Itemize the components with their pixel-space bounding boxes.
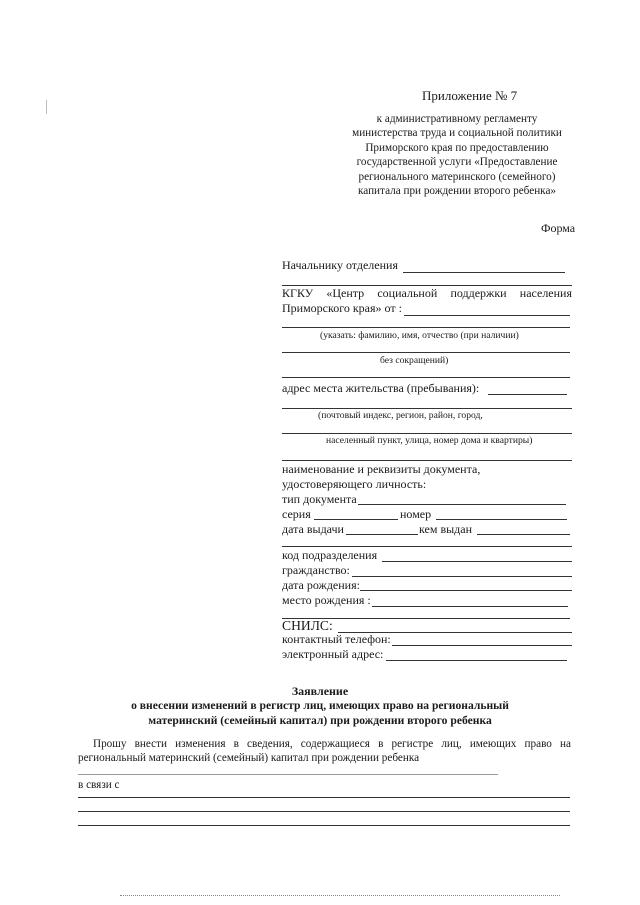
doc-type-label: тип документа	[282, 492, 357, 506]
citizenship-field[interactable]	[352, 576, 572, 577]
division-code-label: код подразделения	[282, 548, 378, 562]
regulation-reference	[328, 112, 586, 198]
birth-place-label: место рождения :	[282, 593, 371, 607]
kgku-text: КГКУ «Центр социальной поддержки населения Приморского края» от :	[282, 286, 572, 315]
scan-speck	[46, 100, 47, 114]
division-code-field[interactable]	[382, 561, 572, 562]
regulation-line: государственной услуги «Предоставление	[356, 156, 558, 169]
email-label: электронный адрес:	[282, 647, 384, 661]
series-label: серия	[282, 507, 311, 521]
regulation-line: к административному регламенту	[376, 113, 538, 125]
applicant-name-line-2[interactable]	[282, 327, 570, 328]
address-label: адрес места жительства (пребывания):	[282, 381, 480, 395]
hint-fio: (указать: фамилию, имя, отчество (при наличии)	[320, 330, 519, 341]
series-field[interactable]	[314, 519, 398, 520]
identity-doc-label-2: удостоверяющего личность:	[282, 477, 427, 491]
issue-date-field[interactable]	[346, 534, 418, 535]
identity-doc-label: наименование и реквизиты документа,	[282, 462, 481, 476]
hint-address: (почтовый индекс, регион, район, город,	[318, 410, 483, 421]
issued-by-label: кем выдан	[419, 522, 473, 536]
number-field[interactable]	[436, 519, 567, 520]
issued-by-field[interactable]	[477, 534, 570, 535]
appendix-number: Приложение № 7	[422, 88, 518, 103]
reason-line-1[interactable]	[78, 797, 570, 798]
doc-type-field[interactable]	[358, 504, 566, 505]
applicant-name-line-4[interactable]	[282, 377, 570, 378]
birth-date-field[interactable]	[360, 590, 572, 591]
application-body: Прошу внести изменения в сведения, содержащиеся в регистре лиц, имеющих право на региональный материнский (семейный) капитал при рождении ребенка	[78, 738, 571, 764]
reason-label: в связи с	[78, 779, 120, 791]
phone-label: контактный телефон:	[282, 632, 391, 646]
department-field-line[interactable]	[403, 272, 565, 273]
reason-line-2[interactable]	[78, 811, 570, 812]
application-title: Заявление	[291, 684, 349, 698]
regulation-line: Приморского края по предоставлению	[365, 141, 549, 154]
address-field-line-3[interactable]	[282, 433, 572, 434]
phone-field[interactable]	[392, 645, 572, 646]
addressee-label: Начальнику отделения	[282, 258, 398, 272]
scan-edge-artifact	[120, 895, 560, 896]
snils-label: СНИЛС:	[282, 618, 333, 633]
regulation-line: министерства труда и социальной политики	[352, 127, 562, 140]
regulation-line: регионального материнского (семейного)	[358, 170, 556, 183]
body-field-line[interactable]	[78, 774, 498, 775]
citizenship-label: гражданство:	[282, 563, 350, 577]
applicant-name-line-3[interactable]	[282, 352, 570, 353]
hint-address-2: населенный пункт, улица, номер дома и квартиры)	[326, 435, 533, 446]
issue-date-label: дата выдачи	[282, 522, 344, 536]
issued-by-field-2[interactable]	[282, 546, 572, 547]
number-label: номер	[400, 507, 432, 521]
email-field[interactable]	[386, 660, 567, 661]
birth-place-field[interactable]	[372, 606, 568, 607]
hint-fio-2: без сокращений)	[380, 355, 449, 366]
address-field-line[interactable]	[488, 394, 567, 395]
address-field-line-4[interactable]	[282, 460, 572, 461]
birth-date-label: дата рождения:	[282, 578, 360, 592]
form-label: Форма	[541, 221, 576, 235]
application-subtitle: о внесении изменений в регистр лиц, имеющих право на региональный материнский (семейный капитал) при рождении второго ребенка	[131, 699, 509, 727]
address-field-line-2[interactable]	[282, 408, 572, 409]
applicant-name-line[interactable]	[404, 315, 570, 316]
reason-line-3[interactable]	[78, 825, 570, 826]
regulation-line: капитала при рождении второго ребенка»	[357, 185, 557, 198]
